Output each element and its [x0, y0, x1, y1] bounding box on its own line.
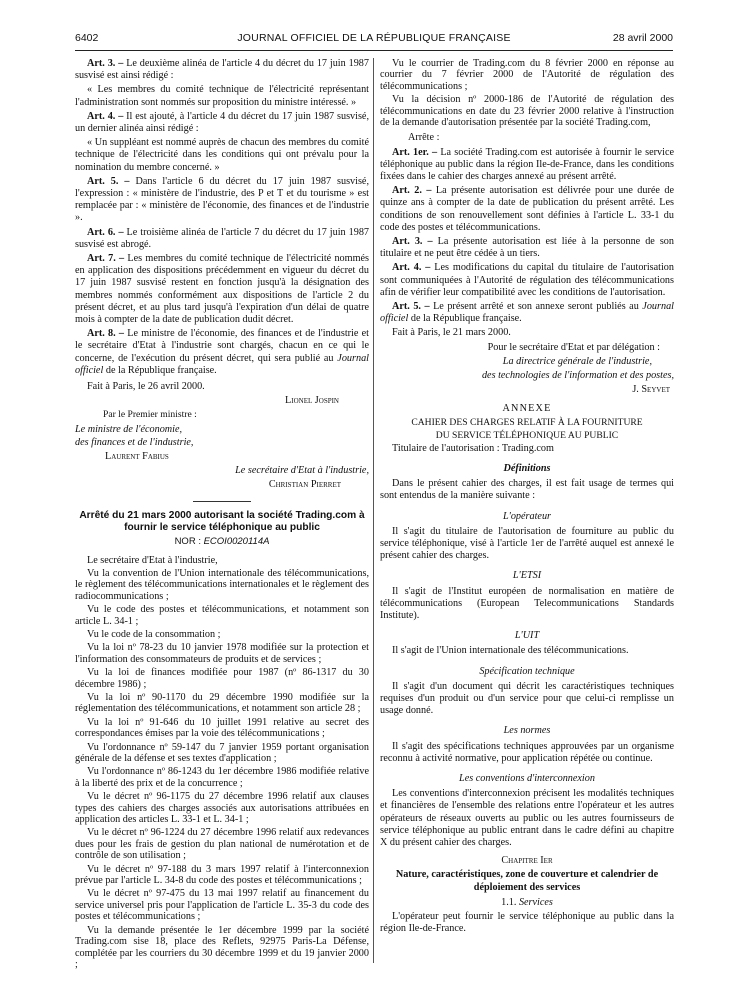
visa-item: Vu la loi de finances modifiée pour 1987 (nº 86-1317 du 30 décembre 1986) ;	[75, 667, 369, 690]
signature-seyvet: J. Seyvet	[632, 384, 670, 396]
visa-item: Vu le code de la consommation ;	[87, 628, 221, 640]
cahier-title-1: CAHIER DES CHARGES RELATIF À LA FOURNITURE	[411, 416, 643, 428]
vu-decision: Vu la décision nº 2000-186 de l'Autorité de régulation des télécommunications en date du 23 février 2000 relative à l'instruction de la demande d'autorisation présentée par la société Trading.com,	[380, 94, 674, 129]
visa-item: Vu la demande présentée le 1er décembre 1999 par la société Trading.com sise 18, place des Reflets, 92975 Paris-La Défense, complétée par les courriers du 30 décembre 1999 et du 19 janvier 2000 ;	[75, 924, 369, 970]
header-rule	[75, 50, 673, 51]
ministre-eco-1: Le ministre de l'économie,	[75, 423, 183, 435]
heading-spec: Spécification technique	[479, 665, 575, 677]
text-operateur: Il s'agit du titulaire de l'autorisation de fourniture au public du service téléphonique, visé à l'article 1er de l'arrêté auquel est annexé le présent cahier des charges.	[380, 525, 674, 562]
publication-date: 28 avril 2000	[612, 32, 673, 44]
article-4-r: Art. 4. – Les modifications du capital du titulaire de l'autorisation sont communiquées à l'Autorité de régulation des télécommunications afin de vérifier leur compatibilité avec les conditions de l'autorisation.	[380, 262, 674, 298]
signature-pierret: Christian Pierret	[268, 479, 341, 491]
fait-a-paris-2: Fait à Paris, le 21 mars 2000.	[392, 327, 511, 339]
visa-item: Vu l'ordonnance nº 86-1243 du 1er décembre 1986 modifiée relative à la liberté des prix et de la concurrence ;	[75, 766, 369, 789]
heading-normes: Les normes	[503, 725, 551, 737]
visa-item: Vu le décret nº 96-1224 du 27 décembre 1996 relatif aux redevances dues pour les frais de gestion du plan national de numérotation et de contrôle de son utilisation ;	[75, 827, 369, 862]
column-divider	[373, 58, 374, 963]
fait-a-paris-1: Fait à Paris, le 26 avril 2000.	[87, 381, 205, 393]
article-3: Art. 3. – Le deuxième alinéa de l'article 4 du décret du 17 juin 1987 susvisé est ainsi rédigé :	[75, 58, 369, 82]
visa-item: Vu le décret nº 97-475 du 13 mai 1997 relatif au financement du service universel pris pour l'application de l'article L. 35-3 du code des postes et télécommunications ;	[75, 888, 369, 923]
journal-title: JOURNAL OFFICIEL DE LA RÉPUBLIQUE FRANÇAISE	[237, 32, 511, 44]
vu-courrier: Vu le courrier de Trading.com du 8 février 2000 en réponse au courrier du 7 février 2000 de l'Autorité de régulation des télécommunications ;	[380, 58, 674, 92]
ministre-eco-2: des finances et de l'industrie,	[75, 437, 194, 449]
article-1er: Art. 1er. – La société Trading.com est autorisée à fournir le service téléphonique au public dans la région Ile-de-France, dans les conditions fixées dans le cahier des charges annexé au présent arrêté.	[380, 146, 674, 183]
page-header	[75, 28, 673, 46]
arrete-title: Arrêté du 21 mars 2000 autorisant la société Trading.com à fournir le service téléphonique au public	[79, 510, 365, 534]
arrete-heading: Arrête :	[408, 132, 440, 144]
article-3-quote: « Les membres du comité technique de l'électricité représentant l'administration sont nommés sur proposition du ministre intéressé. »	[75, 84, 369, 108]
visa-item: Le secrétaire d'Etat à l'industrie,	[87, 554, 218, 566]
annexe-heading: ANNEXE	[502, 402, 552, 414]
par-le-premier-ministre: Par le Premier ministre :	[103, 409, 197, 421]
article-4: Art. 4. – Il est ajouté, à l'article 4 du décret du 17 juin 1987 susvisé, un dernier alinéa ainsi rédigé :	[75, 110, 369, 135]
titulaire: Titulaire de l'autorisation : Trading.com	[392, 442, 554, 454]
visa-item: Vu la loi nº 91-646 du 10 juillet 1991 relative au secret des correspondances émises par la voie des télécommunications ;	[75, 716, 369, 740]
definitions-intro: Dans le présent cahier des charges, il est fait usage de termes qui sont entendus de la manière suivante :	[380, 478, 674, 502]
article-6: Art. 6. – Le troisième alinéa de l'article 7 du décret du 17 juin 1987 susvisé est abrogé.	[75, 226, 370, 250]
right-column	[380, 58, 674, 937]
heading-uit: L'UIT	[514, 630, 540, 642]
article-2: Art. 2. – La présente autorisation est délivrée pour une durée de quinze ans à compter de la date de publication du présent arrêté. Les conditions de son renouvellement sont définies à l'article L. 33-1 du code des postes et télécommunications.	[380, 185, 674, 233]
heading-definitions: Définitions	[503, 462, 551, 474]
heading-conventions: Les conventions d'interconnexion	[459, 772, 595, 784]
text-conventions: Les conventions d'interconnexion précisent les modalités techniques et financières de l'ensemble des relations entre l'opérateur et les autres opérateurs de réseaux ouverts au public ou les autres fournisseurs de service téléphonique au public entrant dans le cadre défini au chapitre X du présent cahier des charges.	[380, 788, 674, 848]
directrice-1: La directrice générale de l'industrie,	[502, 355, 652, 367]
article-4-quote: « Un suppléant est nommé auprès de chacun des membres du comité technique de l'électricité dans les conditions qui ont prévalu pour la nomination du membre concerné. »	[75, 137, 369, 173]
heading-etsi: L'ETSI	[512, 570, 542, 582]
chapitre-title: Nature, caractéristiques, zone de couverture et calendrier de déploiement des services	[395, 869, 659, 893]
section-1-1-text: L'opérateur peut fournir le service téléphonique au public dans la région Ile-de-France.	[380, 911, 674, 935]
text-normes: Il s'agit des spécifications techniques approuvées par un organisme reconnu à activité normative, pour application répétée ou continue.	[380, 740, 674, 764]
heading-operateur: L'opérateur	[502, 510, 552, 522]
text-spec: Il s'agit d'un document qui décrit les caractéristiques techniques requises d'un produit ou d'un service pour que celui-ci remplisse un usage donné.	[380, 680, 674, 717]
chapitre-heading: Chapitre Ier	[501, 855, 553, 867]
page-number: 6402	[75, 32, 99, 44]
visa-item: Vu le décret nº 97-188 du 3 mars 1997 relatif à l'interconnexion prévue par l'article L. 34-8 du code des postes et télécommunications ;	[75, 863, 369, 887]
visas-list	[75, 555, 369, 971]
cahier-title-2: DU SERVICE TÉLÉPHONIQUE AU PUBLIC	[435, 429, 619, 441]
article-8: Art. 8. – Le ministre de l'économie, des finances et de l'industrie et le secrétaire d'Etat à l'industrie sont chargés, chacun en ce qui le concerne, de l'exécution du présent décret, qui sera publié au Journal officiel de la République française.	[75, 328, 369, 376]
left-column	[75, 58, 369, 972]
signature-jospin: Lionel Jospin	[285, 395, 339, 407]
visa-item: Vu la loi nº 90-1170 du 29 décembre 1990 modifiée sur la réglementation des télécommunications, et notamment son article 28 ;	[75, 691, 369, 715]
article-5: Art. 5. – Dans l'article 6 du décret du 17 juin 1987 susvisé, l'expression : « ministère de l'industrie, des P et T et du tourisme » est remplacée par : « ministère de l'économie, des finances et de l'industrie ».	[75, 175, 369, 224]
visa-item: Vu le décret nº 96-1175 du 27 décembre 1996 relatif aux clauses types des cahiers des charges associés aux autorisations attribuées en application des articles L. 33-1 et L. 34-1 ;	[75, 791, 369, 826]
article-3-r: Art. 3. – La présente autorisation est liée à la personne de son titulaire et ne peut être cédée à un tiers.	[380, 236, 674, 260]
secretaire-etat: Le secrétaire d'Etat à l'industrie,	[235, 464, 369, 476]
visa-item: Vu le code des postes et télécommunications, et notamment son article L. 34-1 ;	[75, 604, 369, 627]
visa-item: Vu la convention de l'Union internationale des télécommunications, le règlement des télécommunications internationales et le règlement des radiocommunications ;	[75, 567, 369, 602]
section-1-1-heading: 1.1. Services	[501, 896, 553, 908]
text-uit: Il s'agit de l'Union internationale des télécommunications.	[392, 645, 629, 657]
directrice-2: des technologies de l'information et des postes,	[481, 370, 674, 382]
section-separator	[193, 501, 251, 502]
article-5-r: Art. 5. – Le présent arrêté et son annexe seront publiés au Journal officiel de la République française.	[380, 301, 674, 325]
signature-fabius: Laurent Fabius	[105, 450, 169, 462]
text-etsi: Il s'agit de l'Institut européen de normalisation en matière de télécommunications (European Telecommunications Standards Institute).	[380, 585, 674, 621]
delegation: Pour le secrétaire d'Etat et par délégation :	[487, 341, 660, 353]
article-7: Art. 7. – Les membres du comité technique de l'électricité nommés en application des dispositions précédemment en vigueur du décret du 17 juin 1987 susvisé restent en fonction jusqu'à la désignation des membres nommés conformément aux dispositions de l'article 2 du présent décret, et au plus tard jusqu'à l'expiration d'un délai de quatre mois à compter de la date de publication dudit décret.	[75, 253, 369, 326]
nor-reference: NOR : ECOI0020114A	[174, 536, 270, 548]
visa-item: Vu l'ordonnance nº 59-147 du 7 janvier 1959 portant organisation générale de la défense et ses textes d'application ;	[75, 741, 369, 764]
visa-item: Vu la loi nº 78-23 du 10 janvier 1978 modifiée sur la protection et l'information des consommateurs de produits et de services ;	[75, 642, 369, 665]
